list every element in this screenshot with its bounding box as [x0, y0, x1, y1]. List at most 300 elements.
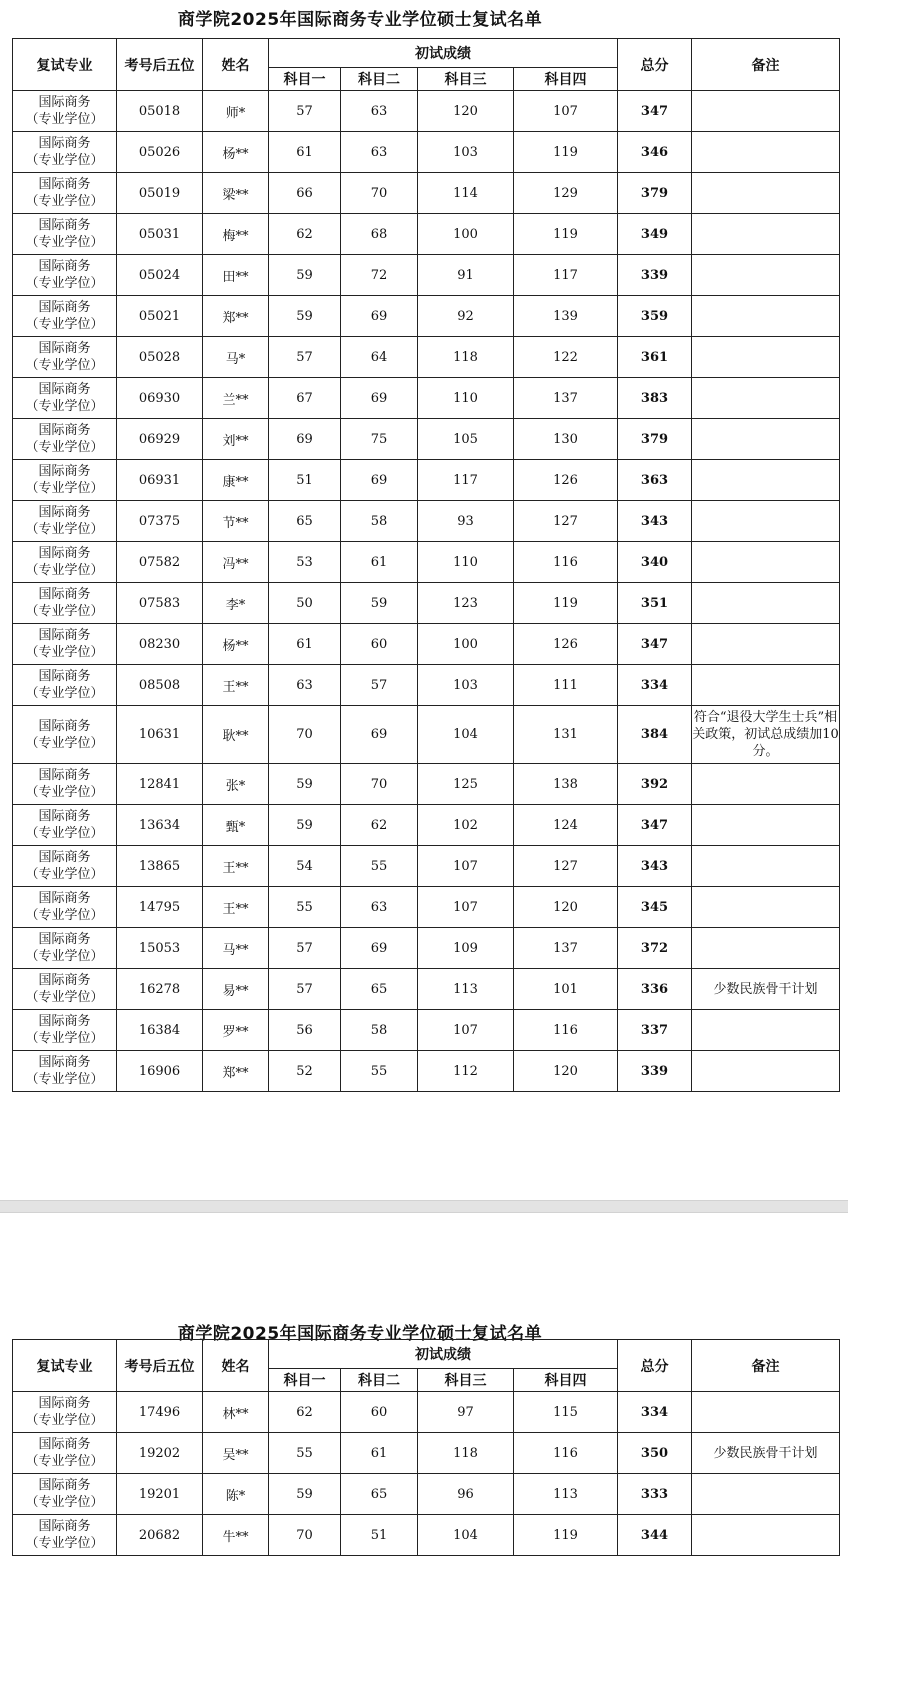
subject-1-cell: 57	[269, 928, 341, 969]
subject-1-cell: 50	[269, 583, 341, 624]
subject-2-cell: 55	[341, 1051, 418, 1092]
name-cell: 甄*	[203, 805, 269, 846]
exam-no-cell: 13634	[117, 805, 203, 846]
col-header-prelim: 初试成绩	[269, 1340, 618, 1369]
table-row	[13, 419, 840, 460]
table-row	[13, 460, 840, 501]
subject-4-cell: 120	[514, 1051, 618, 1092]
total-cell: 350	[618, 1433, 692, 1474]
remark-cell	[692, 214, 840, 255]
remark-cell	[692, 501, 840, 542]
subject-1-cell: 54	[269, 846, 341, 887]
major-cell	[13, 969, 117, 1010]
remark-cell	[692, 173, 840, 214]
subject-3-cell: 100	[418, 624, 514, 665]
name-cell: 王**	[203, 846, 269, 887]
name-cell: 林**	[203, 1392, 269, 1433]
exam-no-cell: 19201	[117, 1474, 203, 1515]
major-line-1: 国际商务	[38, 718, 91, 734]
table-row	[13, 969, 840, 1010]
major-line-1: 国际商务	[38, 973, 91, 988]
exam-no-cell: 05018	[117, 91, 203, 132]
name-cell: 兰**	[203, 378, 269, 419]
major-cell	[13, 805, 117, 846]
major-cell	[13, 173, 117, 214]
subject-3-cell: 117	[418, 460, 514, 501]
subject-1-cell: 70	[269, 1515, 341, 1556]
total-cell: 337	[618, 1010, 692, 1051]
total-cell: 344	[618, 1515, 692, 1556]
major-cell	[13, 296, 117, 337]
subject-4-cell: 124	[514, 805, 618, 846]
remark-cell	[692, 1051, 840, 1092]
exam-no-cell: 05028	[117, 337, 203, 378]
remark-cell	[692, 665, 840, 706]
major-line-2: （专业学位）	[25, 358, 104, 373]
col-header-subject-3: 科目三	[418, 1369, 514, 1392]
total-cell: 346	[618, 132, 692, 173]
subject-2-cell: 51	[341, 1515, 418, 1556]
name-cell: 康**	[203, 460, 269, 501]
subject-1-cell: 66	[269, 173, 341, 214]
subject-2-cell: 70	[341, 764, 418, 805]
table-row	[13, 624, 840, 665]
remark-cell: 符合“退役大学生士兵”相关政策，初试总成绩加10分。	[692, 706, 840, 764]
major-line-1: 国际商务	[38, 464, 91, 479]
subject-1-cell: 61	[269, 624, 341, 665]
subject-1-cell: 67	[269, 378, 341, 419]
exam-no-cell: 05024	[117, 255, 203, 296]
remark-cell: 少数民族骨干计划	[692, 969, 840, 1010]
subject-1-cell: 63	[269, 665, 341, 706]
subject-3-cell: 93	[418, 501, 514, 542]
page-title: 商学院2025年国际商务专业学位硕士复试名单	[177, 10, 543, 30]
subject-2-cell: 61	[341, 1433, 418, 1474]
major-cell	[13, 214, 117, 255]
subject-4-cell: 126	[514, 460, 618, 501]
subject-1-cell: 59	[269, 1474, 341, 1515]
major-line-2: （专业学位）	[25, 235, 104, 250]
roster-table	[12, 38, 840, 1092]
remark-cell	[692, 1515, 840, 1556]
subject-4-cell: 127	[514, 501, 618, 542]
col-header-name: 姓名	[203, 39, 269, 91]
total-cell: 392	[618, 764, 692, 805]
subject-2-cell: 58	[341, 1010, 418, 1051]
major-line-1: 国际商务	[38, 300, 91, 315]
major-line-2: （专业学位）	[25, 440, 104, 455]
remark-cell	[692, 1392, 840, 1433]
major-line-2: （专业学位）	[25, 645, 104, 660]
col-header-remark: 备注	[692, 39, 840, 91]
subject-2-cell: 75	[341, 419, 418, 460]
table-row	[13, 337, 840, 378]
col-header-total: 总分	[618, 39, 692, 91]
major-cell	[13, 846, 117, 887]
subject-2-cell: 65	[341, 969, 418, 1010]
name-cell: 冯**	[203, 542, 269, 583]
subject-4-cell: 111	[514, 665, 618, 706]
exam-no-cell: 20682	[117, 1515, 203, 1556]
name-cell: 张*	[203, 764, 269, 805]
table-body	[13, 1392, 840, 1556]
subject-2-cell: 63	[341, 887, 418, 928]
subject-1-cell: 51	[269, 460, 341, 501]
subject-2-cell: 64	[341, 337, 418, 378]
name-cell: 罗**	[203, 1010, 269, 1051]
subject-2-cell: 72	[341, 255, 418, 296]
page-title: 商学院2025年国际商务专业学位硕士复试名单	[177, 1324, 543, 1344]
subject-1-cell: 70	[269, 706, 341, 764]
major-cell	[13, 132, 117, 173]
major-line-1: 国际商务	[38, 1478, 91, 1493]
major-line-1: 国际商务	[38, 850, 91, 865]
major-line-1: 国际商务	[38, 177, 91, 192]
remark-cell	[692, 255, 840, 296]
table-row	[13, 583, 840, 624]
name-cell: 刘**	[203, 419, 269, 460]
subject-3-cell: 103	[418, 132, 514, 173]
subject-2-cell: 65	[341, 1474, 418, 1515]
remark-cell	[692, 805, 840, 846]
exam-no-cell: 05026	[117, 132, 203, 173]
col-header-exam-no: 考号后五位	[117, 39, 203, 91]
major-line-1: 国际商务	[38, 768, 91, 783]
subject-4-cell: 116	[514, 1010, 618, 1051]
major-cell	[13, 1010, 117, 1051]
page-separator	[0, 1200, 848, 1213]
major-line-2: （专业学位）	[25, 1536, 104, 1551]
exam-no-cell: 07582	[117, 542, 203, 583]
subject-3-cell: 114	[418, 173, 514, 214]
major-line-2: （专业学位）	[25, 1454, 104, 1469]
page-2	[0, 1213, 848, 1568]
total-cell: 340	[618, 542, 692, 583]
exam-no-cell: 17496	[117, 1392, 203, 1433]
major-line-2: （专业学位）	[25, 867, 104, 882]
total-cell: 383	[618, 378, 692, 419]
remark-cell	[692, 91, 840, 132]
remark-cell	[692, 624, 840, 665]
major-line-2: （专业学位）	[25, 1495, 104, 1510]
major-line-2: （专业学位）	[25, 276, 104, 291]
subject-4-cell: 139	[514, 296, 618, 337]
subject-3-cell: 112	[418, 1051, 514, 1092]
subject-1-cell: 59	[269, 764, 341, 805]
remark-cell	[692, 419, 840, 460]
subject-3-cell: 96	[418, 1474, 514, 1515]
subject-3-cell: 107	[418, 846, 514, 887]
table-row	[13, 706, 840, 764]
major-line-1: 国际商务	[38, 95, 91, 110]
remark-cell	[692, 460, 840, 501]
col-header-remark: 备注	[692, 1340, 840, 1392]
subject-2-cell: 61	[341, 542, 418, 583]
col-header-subject-1: 科目一	[269, 1369, 341, 1392]
subject-2-cell: 68	[341, 214, 418, 255]
subject-1-cell: 55	[269, 887, 341, 928]
major-line-1: 国际商务	[38, 218, 91, 233]
subject-2-cell: 63	[341, 91, 418, 132]
table-row	[13, 665, 840, 706]
major-line-2: （专业学位）	[25, 785, 104, 800]
subject-1-cell: 69	[269, 419, 341, 460]
subject-4-cell: 127	[514, 846, 618, 887]
major-line-1: 国际商务	[38, 1055, 91, 1070]
subject-1-cell: 55	[269, 1433, 341, 1474]
subject-3-cell: 100	[418, 214, 514, 255]
major-cell	[13, 1051, 117, 1092]
table-row	[13, 1433, 840, 1474]
total-cell: 379	[618, 419, 692, 460]
major-line-2: （专业学位）	[25, 1031, 104, 1046]
remark-cell	[692, 764, 840, 805]
table-body	[13, 91, 840, 1092]
major-cell	[13, 1474, 117, 1515]
table-row	[13, 132, 840, 173]
total-cell: 347	[618, 805, 692, 846]
major-cell	[13, 928, 117, 969]
major-line-2: （专业学位）	[25, 563, 104, 578]
remark-cell	[692, 846, 840, 887]
remark-cell	[692, 378, 840, 419]
name-cell: 节**	[203, 501, 269, 542]
major-line-1: 国际商务	[38, 341, 91, 356]
exam-no-cell: 06931	[117, 460, 203, 501]
major-line-2: （专业学位）	[25, 153, 104, 168]
name-cell: 陈*	[203, 1474, 269, 1515]
subject-2-cell: 60	[341, 1392, 418, 1433]
subject-2-cell: 57	[341, 665, 418, 706]
name-cell: 郑**	[203, 296, 269, 337]
subject-3-cell: 118	[418, 337, 514, 378]
exam-no-cell: 16384	[117, 1010, 203, 1051]
major-line-1: 国际商务	[38, 1437, 91, 1452]
table-row	[13, 296, 840, 337]
total-cell: 334	[618, 1392, 692, 1433]
remark-cell	[692, 296, 840, 337]
subject-3-cell: 103	[418, 665, 514, 706]
table-row	[13, 1474, 840, 1515]
name-cell: 王**	[203, 665, 269, 706]
col-header-subject-1: 科目一	[269, 68, 341, 91]
subject-2-cell: 69	[341, 928, 418, 969]
table-row	[13, 846, 840, 887]
subject-3-cell: 109	[418, 928, 514, 969]
subject-3-cell: 120	[418, 91, 514, 132]
name-cell: 马**	[203, 928, 269, 969]
subject-4-cell: 137	[514, 928, 618, 969]
name-cell: 梅**	[203, 214, 269, 255]
major-line-1: 国际商务	[38, 628, 91, 643]
subject-4-cell: 116	[514, 1433, 618, 1474]
subject-1-cell: 59	[269, 296, 341, 337]
name-cell: 易**	[203, 969, 269, 1010]
subject-4-cell: 129	[514, 173, 618, 214]
subject-4-cell: 119	[514, 1515, 618, 1556]
subject-4-cell: 138	[514, 764, 618, 805]
table-row	[13, 887, 840, 928]
total-cell: 339	[618, 1051, 692, 1092]
total-cell: 347	[618, 91, 692, 132]
major-cell	[13, 419, 117, 460]
exam-no-cell: 06929	[117, 419, 203, 460]
exam-no-cell: 10631	[117, 706, 203, 764]
total-cell: 372	[618, 928, 692, 969]
subject-4-cell: 116	[514, 542, 618, 583]
table-row	[13, 1392, 840, 1433]
exam-no-cell: 14795	[117, 887, 203, 928]
major-line-2: （专业学位）	[25, 949, 104, 964]
remark-cell	[692, 132, 840, 173]
major-cell	[13, 91, 117, 132]
col-header-major: 复试专业	[13, 39, 117, 91]
major-line-1: 国际商务	[38, 587, 91, 602]
major-cell	[13, 460, 117, 501]
major-cell	[13, 378, 117, 419]
major-line-1: 国际商务	[38, 259, 91, 274]
table-row	[13, 255, 840, 296]
subject-1-cell: 56	[269, 1010, 341, 1051]
subject-3-cell: 105	[418, 419, 514, 460]
name-cell: 杨**	[203, 132, 269, 173]
major-line-2: （专业学位）	[25, 481, 104, 496]
subject-3-cell: 104	[418, 706, 514, 764]
subject-2-cell: 60	[341, 624, 418, 665]
major-line-2: （专业学位）	[25, 735, 104, 751]
table-row	[13, 173, 840, 214]
table-row	[13, 91, 840, 132]
major-line-2: （专业学位）	[25, 522, 104, 537]
subject-2-cell: 69	[341, 296, 418, 337]
major-line-1: 国际商务	[38, 505, 91, 520]
subject-2-cell: 69	[341, 706, 418, 764]
major-line-1: 国际商务	[38, 891, 91, 906]
subject-1-cell: 65	[269, 501, 341, 542]
major-line-1: 国际商务	[38, 1396, 91, 1411]
subject-3-cell: 104	[418, 1515, 514, 1556]
exam-no-cell: 05031	[117, 214, 203, 255]
col-header-name: 姓名	[203, 1340, 269, 1392]
name-cell: 田**	[203, 255, 269, 296]
total-cell: 343	[618, 501, 692, 542]
exam-no-cell: 19202	[117, 1433, 203, 1474]
total-cell: 339	[618, 255, 692, 296]
major-line-1: 国际商务	[38, 1014, 91, 1029]
major-line-1: 国际商务	[38, 136, 91, 151]
major-line-2: （专业学位）	[25, 990, 104, 1005]
exam-no-cell: 08230	[117, 624, 203, 665]
subject-3-cell: 102	[418, 805, 514, 846]
total-cell: 334	[618, 665, 692, 706]
table-row	[13, 1515, 840, 1556]
total-cell: 347	[618, 624, 692, 665]
major-line-2: （专业学位）	[25, 1072, 104, 1087]
remark-cell	[692, 1474, 840, 1515]
major-line-2: （专业学位）	[25, 686, 104, 701]
remark-cell	[692, 1010, 840, 1051]
name-cell: 杨**	[203, 624, 269, 665]
total-cell: 351	[618, 583, 692, 624]
subject-1-cell: 53	[269, 542, 341, 583]
exam-no-cell: 16906	[117, 1051, 203, 1092]
subject-3-cell: 123	[418, 583, 514, 624]
exam-no-cell: 16278	[117, 969, 203, 1010]
exam-no-cell: 08508	[117, 665, 203, 706]
name-cell: 耿**	[203, 706, 269, 764]
col-header-subject-4: 科目四	[514, 1369, 618, 1392]
major-cell	[13, 1392, 117, 1433]
subject-2-cell: 62	[341, 805, 418, 846]
total-cell: 363	[618, 460, 692, 501]
table-row	[13, 928, 840, 969]
name-cell: 梁**	[203, 173, 269, 214]
name-cell: 郑**	[203, 1051, 269, 1092]
remark-cell	[692, 337, 840, 378]
table-row	[13, 764, 840, 805]
major-line-2: （专业学位）	[25, 826, 104, 841]
subject-4-cell: 137	[514, 378, 618, 419]
subject-1-cell: 57	[269, 91, 341, 132]
major-cell	[13, 1515, 117, 1556]
major-line-2: （专业学位）	[25, 317, 104, 332]
subject-1-cell: 62	[269, 1392, 341, 1433]
exam-no-cell: 13865	[117, 846, 203, 887]
exam-no-cell: 12841	[117, 764, 203, 805]
subject-2-cell: 70	[341, 173, 418, 214]
subject-4-cell: 126	[514, 624, 618, 665]
exam-no-cell: 07375	[117, 501, 203, 542]
subject-4-cell: 131	[514, 706, 618, 764]
major-cell	[13, 501, 117, 542]
col-header-major: 复试专业	[13, 1340, 117, 1392]
table-row	[13, 378, 840, 419]
subject-3-cell: 107	[418, 887, 514, 928]
col-header-prelim: 初试成绩	[269, 39, 618, 68]
name-cell: 王**	[203, 887, 269, 928]
subject-1-cell: 57	[269, 337, 341, 378]
total-cell: 333	[618, 1474, 692, 1515]
subject-2-cell: 58	[341, 501, 418, 542]
major-cell	[13, 1433, 117, 1474]
subject-2-cell: 69	[341, 460, 418, 501]
total-cell: 345	[618, 887, 692, 928]
major-line-1: 国际商务	[38, 382, 91, 397]
table-row	[13, 805, 840, 846]
subject-4-cell: 130	[514, 419, 618, 460]
subject-2-cell: 63	[341, 132, 418, 173]
table-row	[13, 1010, 840, 1051]
subject-3-cell: 110	[418, 378, 514, 419]
major-line-2: （专业学位）	[25, 194, 104, 209]
col-header-exam-no: 考号后五位	[117, 1340, 203, 1392]
subject-1-cell: 62	[269, 214, 341, 255]
name-cell: 师*	[203, 91, 269, 132]
col-header-total: 总分	[618, 1340, 692, 1392]
major-line-2: （专业学位）	[25, 908, 104, 923]
major-cell	[13, 706, 117, 764]
subject-4-cell: 119	[514, 132, 618, 173]
total-cell: 343	[618, 846, 692, 887]
name-cell: 吴**	[203, 1433, 269, 1474]
exam-no-cell: 06930	[117, 378, 203, 419]
exam-no-cell: 07583	[117, 583, 203, 624]
major-line-1: 国际商务	[38, 932, 91, 947]
col-header-subject-2: 科目二	[341, 1369, 418, 1392]
col-header-subject-3: 科目三	[418, 68, 514, 91]
table-row	[13, 1051, 840, 1092]
major-cell	[13, 764, 117, 805]
